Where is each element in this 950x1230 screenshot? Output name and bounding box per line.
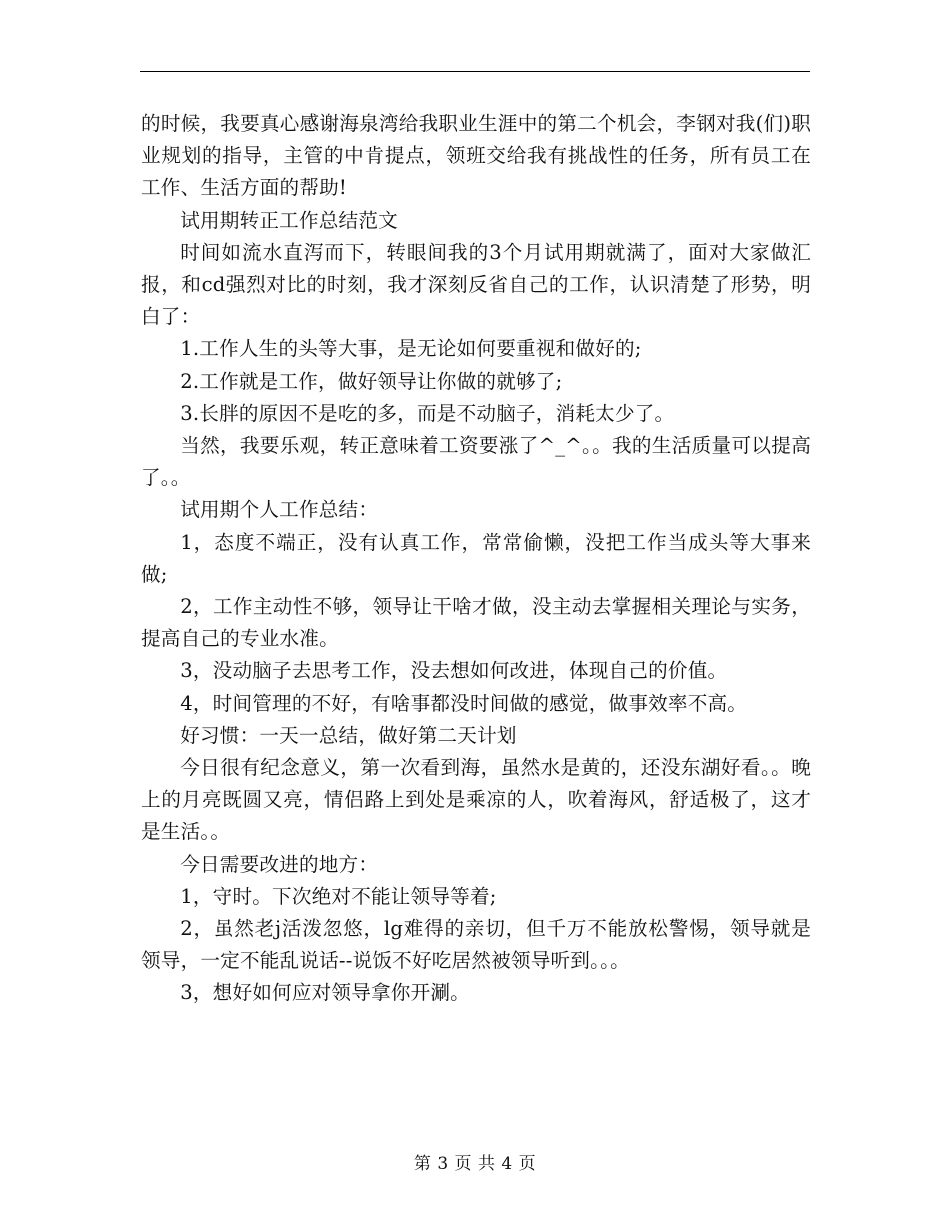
paragraph: 当然，我要乐观，转正意味着工资要涨了^_^。。我的生活质量可以提高了。。 [141,434,811,490]
section-heading: 试用期转正工作总结范文 [180,208,398,232]
list-item: 3，没动脑子去思考工作，没去想如何改进，体现自己的价值。 [180,659,728,683]
list-item: 1，态度不端正，没有认真工作，常常偷懒，没把工作当成头等大事来做; [141,530,811,586]
paragraph: 今日很有纪念意义，第一次看到海，虽然水是黄的，还没东湖好看。。晚上的月亮既圆又亮，情侣路上到处是乘凉的人，吹着海风，舒适极了，这才是生活。。 [141,756,811,844]
document-body [141,108,811,1010]
section-heading: 今日需要改进的地方： [180,852,379,876]
list-item: 2，工作主动性不够，领导让干啥才做，没主动去掌握相关理论与实务，提高自己的专业水准。 [141,595,811,651]
list-item: 1，守时。下次绝对不能让领导等着; [180,884,497,908]
header-rule [140,71,810,72]
paragraph: 时间如流水直泻而下，转眼间我的3个月试用期就满了，面对大家做汇报，和cd强烈对比的时刻，我才深刻反省自己的工作，认识清楚了形势，明白了： [141,240,811,329]
page-number-label: 第 3 页 共 4 页 [413,1154,537,1174]
list-item: 3，想好如何应对领导拿你开涮。 [180,981,470,1005]
page-footer [0,1153,950,1175]
section-heading: 试用期个人工作总结： [180,498,379,522]
list-item: 3.长胖的原因不是吃的多，而是不动脑子，消耗太少了。 [180,401,675,425]
paragraph: 的时候，我要真心感谢海泉湾给我职业生涯中的第二个机会，李钢对我(们)职业规划的指导，主管的中肯提点，领班交给我有挑战性的任务，所有员工在工作、生活方面的帮助! [141,112,811,200]
section-heading: 好习惯：一天一总结，做好第二天计划 [180,723,517,747]
list-item: 1.工作人生的头等大事，是无论如何要重视和做好的; [180,337,642,361]
list-item: 4，时间管理的不好，有啥事都没时间做的感觉，做事效率不高。 [180,691,748,715]
list-item: 2.工作就是工作，做好领导让你做的就够了; [180,369,563,393]
list-item: 2，虽然老j活泼忽悠，lg难得的亲切，但千万不能放松警惕，领导就是领导，一定不能乱说话--说饭不好吃居然被领导听到。。。 [141,917,811,973]
